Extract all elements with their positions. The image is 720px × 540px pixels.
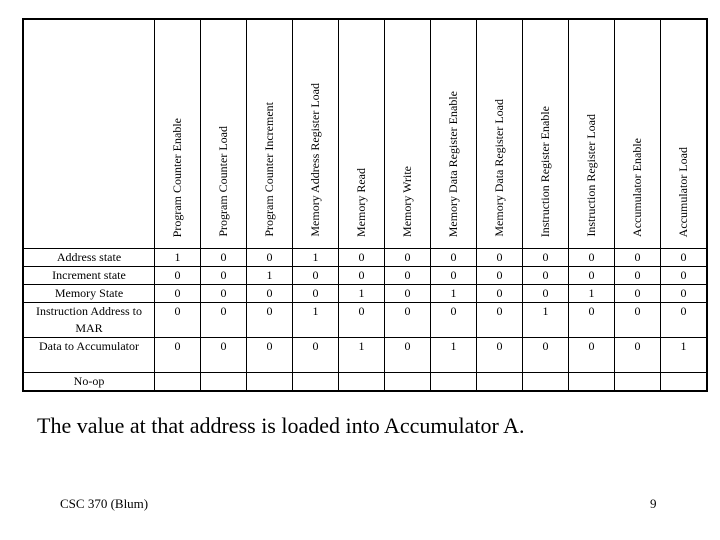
column-header (661, 19, 708, 249)
signal-value: 0 (247, 249, 293, 267)
signal-value: 0 (201, 249, 247, 267)
column-header-label: Program Counter Increment (262, 102, 276, 237)
signal-value: 0 (615, 249, 661, 267)
signal-value (615, 373, 661, 392)
column-header-label: Memory Data Register Load (492, 99, 506, 237)
signal-value: 0 (201, 303, 247, 338)
signal-value: 0 (155, 303, 201, 338)
column-header (385, 19, 431, 249)
signal-value: 0 (661, 249, 708, 267)
column-header (155, 19, 201, 249)
signal-value: 1 (293, 303, 339, 338)
column-header (201, 19, 247, 249)
column-header-label: Instruction Register Enable (538, 105, 552, 237)
signal-value: 0 (615, 303, 661, 338)
column-header-label: Accumulator Load (676, 146, 690, 237)
control-signal-table (22, 18, 708, 392)
table-row (23, 373, 707, 392)
signal-value: 0 (477, 249, 523, 267)
signal-value: 0 (385, 249, 431, 267)
signal-value: 1 (155, 249, 201, 267)
signal-value: 0 (615, 338, 661, 373)
signal-value: 0 (523, 338, 569, 373)
column-header (247, 19, 293, 249)
signal-value: 0 (293, 285, 339, 303)
signal-value (569, 373, 615, 392)
signal-value: 0 (385, 267, 431, 285)
signal-value: 0 (293, 338, 339, 373)
signal-value: 1 (431, 285, 477, 303)
signal-value (155, 373, 201, 392)
signal-value: 0 (523, 285, 569, 303)
signal-value (385, 373, 431, 392)
signal-value: 0 (155, 285, 201, 303)
column-header-label: Memory Data Register Enable (446, 90, 460, 237)
signal-value (523, 373, 569, 392)
column-header-label: Memory Address Register Load (308, 83, 322, 237)
row-label: No-op (23, 373, 155, 392)
signal-value (247, 373, 293, 392)
page-number: 9 (650, 496, 657, 511)
column-header (339, 19, 385, 249)
signal-value (339, 373, 385, 392)
signal-value (477, 373, 523, 392)
column-header (477, 19, 523, 249)
column-header-label: Program Counter Load (216, 126, 230, 237)
signal-value: 0 (477, 303, 523, 338)
signal-value: 0 (569, 267, 615, 285)
signal-value: 0 (523, 249, 569, 267)
column-header (523, 19, 569, 249)
signal-value: 0 (385, 338, 431, 373)
signal-value (661, 373, 708, 392)
signal-value: 0 (431, 303, 477, 338)
signal-value: 0 (615, 267, 661, 285)
row-label: Data to Accumulator (23, 338, 155, 373)
corner-cell (23, 19, 155, 249)
table-row (23, 338, 707, 373)
signal-value: 0 (201, 338, 247, 373)
table-row (23, 267, 707, 285)
signal-value: 0 (339, 303, 385, 338)
signal-value: 0 (477, 267, 523, 285)
column-header-label: Memory Read (354, 168, 368, 237)
row-label: Increment state (23, 267, 155, 285)
signal-value: 1 (523, 303, 569, 338)
signal-value: 0 (615, 285, 661, 303)
signal-value: 1 (661, 338, 708, 373)
signal-value: 0 (155, 338, 201, 373)
signal-value: 0 (201, 285, 247, 303)
signal-value: 0 (155, 267, 201, 285)
slide-caption: The value at that address is loaded into Accumulator A. (37, 413, 525, 438)
table-row (23, 249, 707, 267)
signal-value: 1 (247, 267, 293, 285)
signal-value: 1 (569, 285, 615, 303)
signal-value: 0 (339, 267, 385, 285)
signal-value: 0 (247, 285, 293, 303)
signal-value: 0 (431, 267, 477, 285)
column-header (431, 19, 477, 249)
column-header (615, 19, 661, 249)
signal-value: 0 (339, 249, 385, 267)
signal-value: 0 (247, 338, 293, 373)
row-label: Instruction Address to MAR (23, 303, 155, 338)
signal-value: 0 (569, 249, 615, 267)
signal-value: 1 (431, 338, 477, 373)
footer-text: CSC 370 (Blum) (60, 496, 149, 511)
signal-value: 0 (431, 249, 477, 267)
column-header (293, 19, 339, 249)
signal-value: 0 (477, 285, 523, 303)
signal-value (201, 373, 247, 392)
signal-value: 0 (247, 303, 293, 338)
signal-value: 0 (293, 267, 339, 285)
row-label: Memory State (23, 285, 155, 303)
signal-value: 0 (661, 285, 708, 303)
signal-value: 0 (477, 338, 523, 373)
signal-value: 0 (661, 303, 708, 338)
table-row (23, 303, 707, 338)
signal-value (293, 373, 339, 392)
column-header-label: Instruction Register Load (584, 114, 598, 237)
signal-value: 1 (339, 338, 385, 373)
column-header-label: Program Counter Enable (170, 117, 184, 237)
signal-value: 0 (569, 338, 615, 373)
signal-value: 0 (661, 267, 708, 285)
row-label: Address state (23, 249, 155, 267)
signal-value: 0 (385, 303, 431, 338)
table-row (23, 285, 707, 303)
signal-value: 0 (569, 303, 615, 338)
signal-value (431, 373, 477, 392)
column-header-label: Memory Write (400, 166, 414, 237)
column-header-label: Accumulator Enable (630, 138, 644, 237)
signal-value: 0 (385, 285, 431, 303)
signal-value: 0 (201, 267, 247, 285)
signal-value: 1 (293, 249, 339, 267)
column-header (569, 19, 615, 249)
signal-value: 1 (339, 285, 385, 303)
signal-value: 0 (523, 267, 569, 285)
